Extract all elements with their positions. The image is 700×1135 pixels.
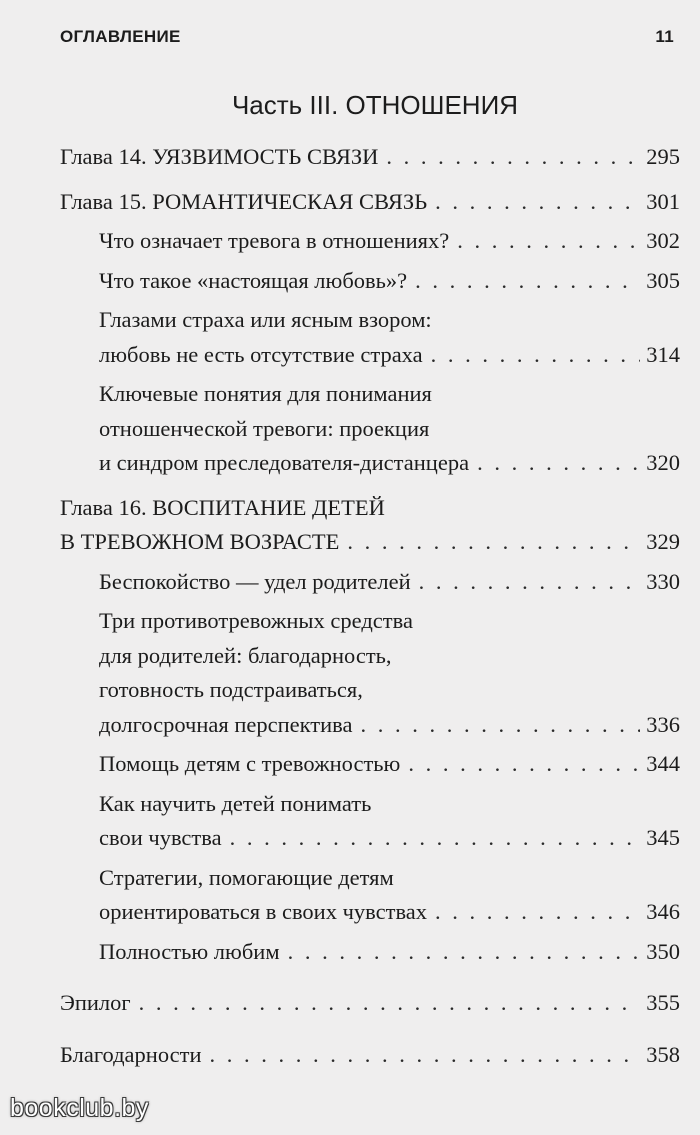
toc-entry-page: 330: [646, 568, 680, 594]
toc-entry-page: 336: [646, 711, 680, 737]
toc-entry-title: Помощь детям с тревожностью: [99, 751, 401, 776]
running-head: [60, 27, 674, 49]
dot-leader: [477, 446, 640, 481]
toc-entry-title-line: Три противотревожных средства: [99, 608, 413, 633]
toc-entry-page: 350: [646, 938, 680, 964]
toc-entry-page: 314: [646, 341, 680, 367]
toc-entry-page: 302: [646, 228, 680, 253]
toc-entry-section: [99, 861, 680, 930]
toc-entry-page: 329: [646, 529, 680, 554]
toc-entry-section: [99, 747, 680, 782]
toc-entry-page: 355: [646, 990, 680, 1015]
toc-entry-title-line: для родителей: благодарность,: [99, 642, 392, 668]
toc-entry-title-line: отношенческой тревоги: проекция: [99, 415, 430, 441]
dot-leader: [419, 565, 641, 600]
toc-entry-title: Полностью любим: [99, 938, 280, 964]
toc-entry-title-line: Глава 16. ВОСПИТАНИЕ ДЕТЕЙ: [60, 494, 385, 520]
toc-entry-title: Эпилог: [60, 990, 131, 1015]
toc-entry-title: Благодарности: [60, 1041, 202, 1067]
dot-leader: [139, 986, 641, 1021]
toc-entry-page: 295: [646, 144, 680, 169]
toc-entry-title: Что означает тревога в отношениях?: [99, 228, 450, 253]
dot-leader: [431, 338, 641, 373]
toc-entry-page: 301: [646, 188, 680, 214]
dot-leader: [210, 1038, 641, 1073]
toc-entry-section: [99, 264, 680, 299]
dot-leader: [415, 264, 640, 299]
toc-entry-page: 358: [646, 1041, 680, 1067]
toc-entry-title-line: готовность подстраиваться,: [99, 677, 363, 702]
toc-entry-title-line: Ключевые понятия для понимания: [99, 381, 432, 406]
toc-entry-page: 345: [646, 825, 680, 850]
toc-entry-epilogue: [60, 986, 680, 1021]
dot-leader: [230, 821, 641, 856]
toc-entry-title-line: ориентироваться в своих чувствах: [99, 899, 428, 924]
dot-leader: [347, 525, 640, 560]
toc-entry-section: [99, 935, 680, 970]
toc-entry-section: [99, 303, 680, 372]
part-title: Часть III. ОТНОШЕНИЯ: [231, 90, 519, 120]
dot-leader: [435, 895, 640, 930]
toc-entry-page: 305: [646, 267, 680, 293]
table-of-contents: [60, 140, 680, 1072]
toc-entry-title: Глава 15. РОМАНТИЧЕСКАЯ СВЯЗЬ: [60, 188, 428, 214]
running-head-title: ОГЛАВЛЕНИЕ: [60, 27, 181, 46]
toc-entry-acknowledgements: [60, 1038, 680, 1073]
page-number: 11: [655, 27, 674, 46]
toc-entry-page: 320: [646, 450, 680, 475]
toc-entry-title-line: Как научить детей понимать: [99, 790, 372, 816]
dot-leader: [457, 224, 640, 259]
toc-entry-title-line: Глазами страха или ясным взором:: [99, 307, 432, 332]
toc-entry-title: Что такое «настоящая любовь»?: [99, 267, 408, 293]
toc-entry-section: [99, 787, 680, 856]
toc-entry-chapter-16: [60, 491, 680, 560]
toc-entry-title-line: свои чувства: [99, 825, 222, 850]
dot-leader: [386, 140, 640, 175]
toc-entry-section: [99, 604, 680, 742]
toc-entry-chapter-15: [60, 185, 680, 220]
toc-entry-title-line: и синдром преследователя-дистанцера: [99, 450, 470, 475]
dot-leader: [288, 935, 641, 970]
watermark-logo: bookclub.by: [10, 1094, 149, 1122]
toc-entry-title-line: любовь не есть отсутствие страха: [99, 341, 423, 367]
toc-entry-title-line: долгосрочная перспектива: [99, 711, 353, 737]
toc-entry-chapter-14: [60, 140, 680, 175]
dot-leader: [435, 185, 640, 220]
toc-entry-section: [99, 377, 680, 481]
toc-entry-title: Беспокойство — удел родителей: [99, 568, 411, 594]
toc-entry-section: [99, 565, 680, 600]
toc-entry-section: [99, 224, 680, 259]
toc-entry-title-line: В ТРЕВОЖНОМ ВОЗРАСТЕ: [60, 529, 340, 554]
toc-entry-page: 344: [646, 751, 680, 776]
toc-entry-title: Глава 14. УЯЗВИМОСТЬ СВЯЗИ: [60, 144, 379, 169]
toc-entry-title-line: Стратегии, помогающие детям: [99, 864, 394, 890]
dot-leader: [408, 747, 640, 782]
toc-entry-page: 346: [646, 899, 680, 924]
dot-leader: [360, 708, 640, 743]
